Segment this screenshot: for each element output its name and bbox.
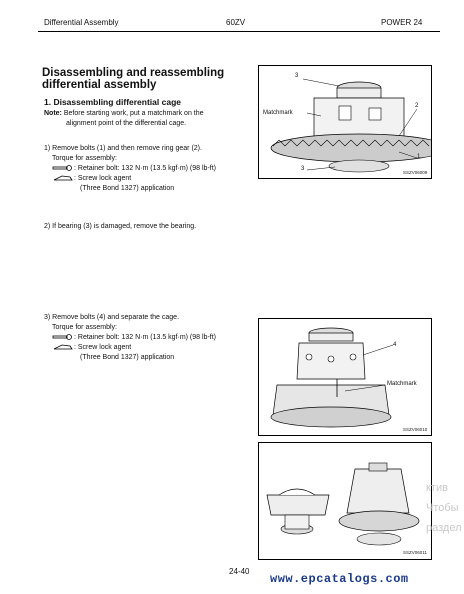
screw-lock-agent-icon [52,343,74,351]
callout-3-top: 3 [295,73,299,79]
step-1-torque-heading: Torque for assembly: [52,155,117,162]
figure-code: SSZV06010 [403,427,428,432]
torque-wrench-icon [52,333,74,341]
step-3 [44,313,216,363]
callout-1: 1 [417,154,421,160]
callout-matchmark: Matchmark [263,110,293,116]
note-text-2: alignment point of the differential cage. [66,120,187,127]
overlay-ghost-text-3: раздел [426,522,462,534]
step-1 [44,144,216,194]
callout-matchmark: Matchmark [387,381,417,387]
step-2 [44,222,196,232]
section-title: Disassembling and reassembling differential assembly [42,67,225,91]
header-model: 60ZV [226,18,246,27]
page-number: 24-40 [229,567,250,576]
overlay-ghost-text-2: Чтобы [426,502,459,514]
separated-cage-illustration [259,443,431,559]
callout-2: 2 [415,103,419,109]
figure-ring-gear [258,65,432,179]
figure-cage-bolts [258,318,432,436]
header-rule [38,31,440,32]
step-1-instruction: 1) Remove bolts (1) and then remove ring gear (2). [44,145,202,152]
figure-code: SSZV06009 [403,170,428,175]
note-label: Note: [44,110,62,117]
note-paragraph [44,109,244,129]
header-chapter: POWER 24 [381,18,423,27]
header-section-title: Differential Assembly [44,18,119,27]
note-text: Before starting work, put a matchmark on the [63,110,204,117]
step-1-agent-detail: (Three Bond 1327) application [80,185,175,192]
step-3-instruction: 3) Remove bolts (4) and separate the cage. [44,314,180,321]
step-3-agent-detail: (Three Bond 1327) application [80,354,175,361]
step-3-agent: : Screw lock agent [74,344,132,351]
differential-cage-illustration [259,66,431,178]
overlay-ghost-text-1: ктив [426,482,448,494]
cage-bolts-illustration [259,319,431,435]
step-2-instruction: 2) If bearing (3) is damaged, remove the bearing. [44,223,197,230]
callout-3-bottom: 3 [301,166,305,172]
screw-lock-agent-icon [52,174,74,182]
section-subtitle: 1. Disassembling differential cage [44,97,181,107]
step-3-retainer-torque: : Retainer bolt: 132 N·m (13.5 kgf·m) (98 lb-ft) [74,334,216,341]
site-watermark: www.epcatalogs.com [270,572,409,586]
step-3-torque-heading: Torque for assembly: [52,324,117,331]
figure-separated-cage [258,442,432,560]
torque-wrench-icon [52,164,74,172]
callout-4: 4 [393,342,397,348]
step-1-agent: : Screw lock agent [74,175,132,182]
step-1-retainer-torque: : Retainer bolt: 132 N·m (13.5 kgf·m) (98 lb-ft) [74,165,216,172]
figure-code: SSZV06011 [403,550,427,555]
